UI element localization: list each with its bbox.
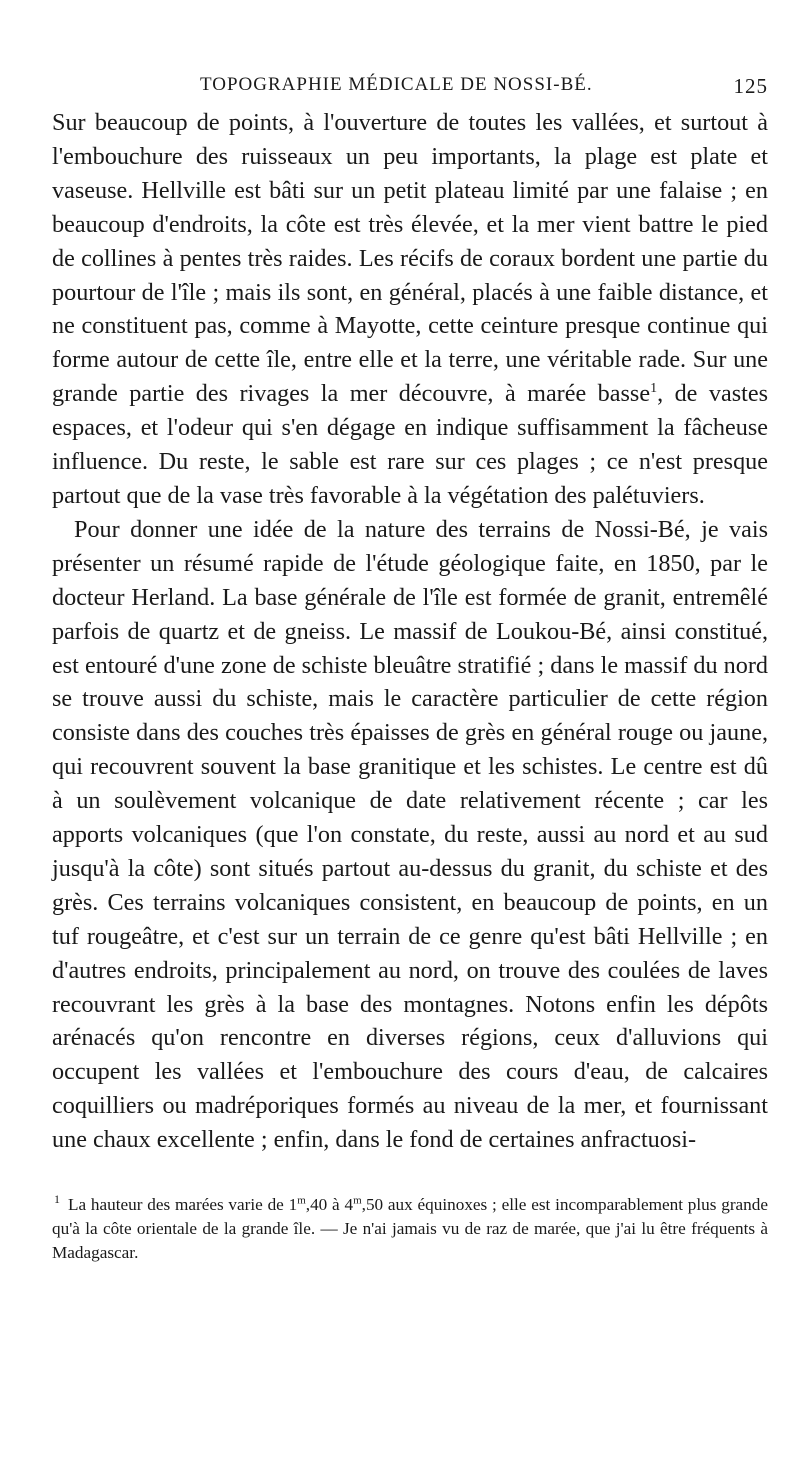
footnote-text-part-1: La hauteur des marées varie de 1: [68, 1195, 298, 1215]
paragraph-1-part-2: , de vastes espaces, et l'odeur qui s'en dégage en indique suffisamment la fâcheuse influence. Du reste, le sable est rare sur ces plages ; ce n'est presque partout que de la vase très favorable à la végétation des palétuviers.: [52, 380, 768, 509]
paragraph-2: Pour donner une idée de la nature des terrains de Nossi-Bé, je vais présenter un résumé rapide de l'étude géologique faite, en 1850, par le docteur Herland. La base générale de l'île est formée de granit, entremêlé parfois de quartz et de gneiss. Le massif de Loukou-Bé, ainsi constitué, est entouré d'une zone de schiste bleuâtre stratifié ; dans le massif du nord se trouve aussi du schiste, mais le caractère particulier de cette région consiste dans des couches très épaisses de grès en général rouge ou jaune, qui recouvrent souvent la base granitique et les schistes. Le centre est dû à un soulèvement volcanique de date relativement récente ; car les apports volcaniques (que l'on constate, du reste, aussi au nord et au sud jusqu'à la côte) sont situés partout au-dessus du granit, du schiste et des grès. Ces terrains volcaniques consistent, en beaucoup de points, en un tuf rougeâtre, et c'est sur un terrain de ce genre qu'est bâti Hellville ; en d'autres endroits, principalement au nord, on trouve des coulées de laves recouvrant les grès à la base des montagnes. Notons enfin les dépôts arénacés qu'on rencontre en diverses régions, ceux d'alluvions qui occupent les vallées et l'embouchure des cours d'eau, de calcaires coquilliers ou madréporiques formés au niveau de la mer, et fournissant une chaux excellente ; enfin, dans le fond de certaines anfractuosi-: [52, 515, 768, 1154]
running-title: TOPOGRAPHIE MÉDICALE DE NOSSI-BÉ.: [200, 74, 593, 95]
footnote-marker: 1: [54, 1192, 60, 1207]
paragraph-1: [52, 106, 768, 513]
page-number: 125: [733, 74, 768, 98]
book-page: [52, 74, 768, 1265]
footnote-text-part-2: ,40 à 4: [305, 1195, 354, 1215]
running-head: [52, 74, 768, 104]
paragraph-1-part-1: Sur beaucoup de points, à l'ouverture de toutes les vallées, et surtout à l'embouchure des ruisseaux un peu importants, la plage est plate et vaseuse. Hellville est bâti sur un petit plateau limité par une falaise ; en beaucoup d'endroits, la côte est très élevée, et la mer vient battre le pied de collines à pentes très raides. Les récifs de coraux bordent une partie du pourtour de l'île ; mais ils sont, en général, placés à une faible distance, et ne constituent pas, comme à Mayotte, cette ceinture presque continue qui forme autour de cette île, entre elle et la terre, une véritable rade. Sur une grande partie des rivages la mer découvre, à marée basse: [52, 109, 768, 408]
footnote-text-part-3: ,50 aux équinoxes ; elle est incomparablement plus grande qu'à la côte orientale de la grande île. — Je n'ai jamais vu de raz de marée, que j'ai lu être fréquents à Madagascar.: [52, 1195, 768, 1263]
footnote: [52, 1193, 768, 1265]
footnote-reference: 1: [650, 381, 658, 397]
footnote-unit-1: m: [297, 1194, 306, 1207]
body-text: [52, 106, 768, 1157]
footnote-unit-2: m: [353, 1194, 362, 1207]
